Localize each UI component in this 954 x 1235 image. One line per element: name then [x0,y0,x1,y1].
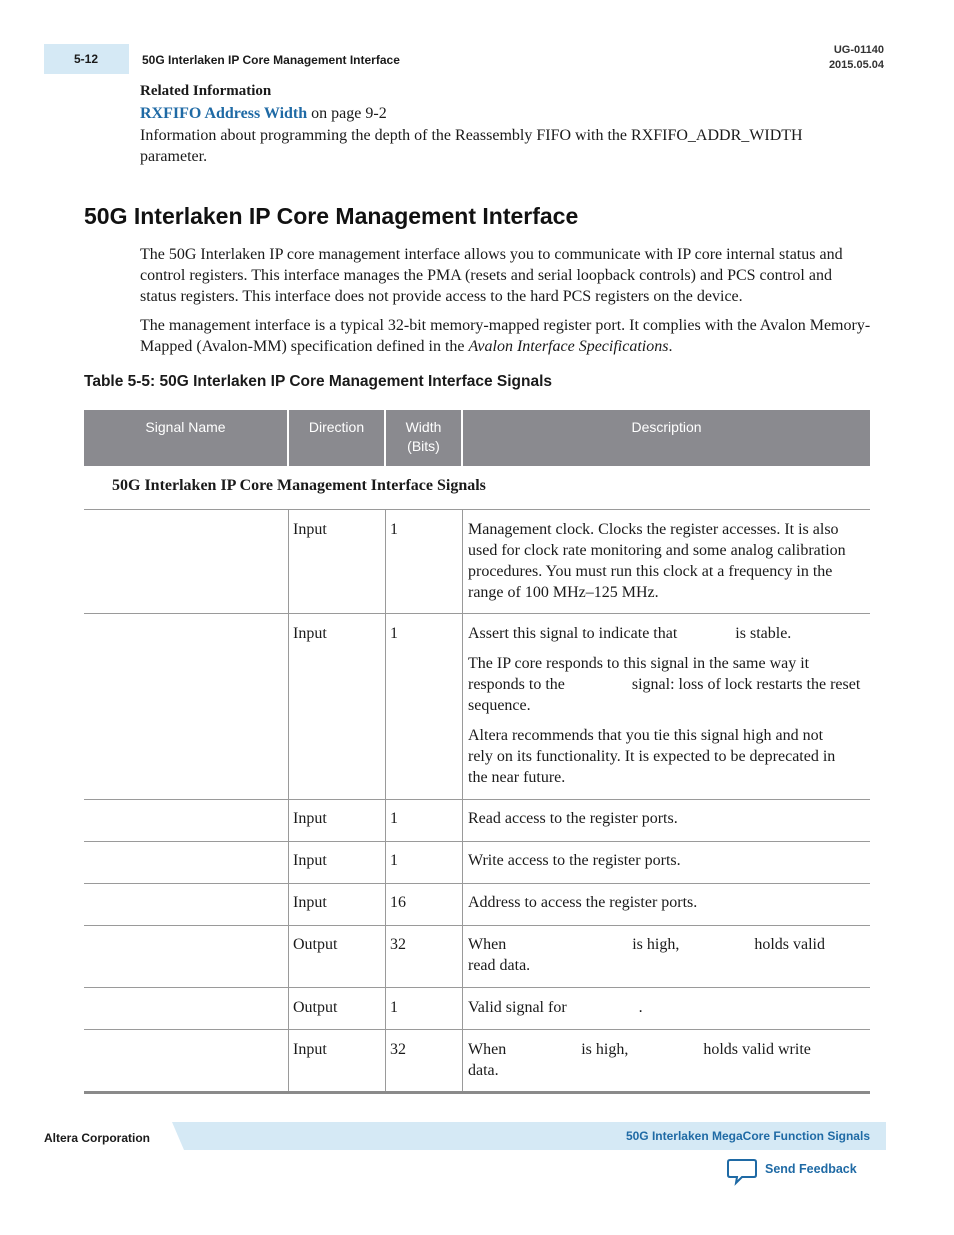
send-feedback-link[interactable]: Send Feedback [765,1162,857,1176]
row-divider [84,883,870,884]
row6-desc-1: When [468,936,507,953]
avalon-paragraph-end: . [668,338,673,355]
row5-width: 16 [390,894,406,911]
row-divider [84,509,870,510]
row2-description-b [468,653,863,716]
footer-company: Altera Corporation [44,1131,151,1145]
avalon-paragraph [140,315,872,357]
avalon-spec-title: Avalon Interface Specifications [468,338,669,355]
row6-width: 32 [390,936,406,953]
row2-description-a [468,623,863,644]
row8-desc-2: is high, [581,1041,629,1058]
col-divider [462,509,463,1094]
row5-direction: Input [293,894,327,911]
doc-date: 2015.05.04 [828,59,884,71]
row6-desc-3: holds valid [754,936,825,953]
row4-description: Write access to the register ports. [468,852,681,869]
running-header-title: 50G Interlaken IP Core Management Interface [142,53,400,67]
page-number: 5-12 [74,52,99,66]
col-header-width-line2: (Bits) [407,438,440,454]
table-bottom-rule [84,1091,870,1094]
col-divider [385,509,386,1094]
row4-direction: Input [293,852,327,869]
related-info-heading: Related Information [140,83,272,99]
row1-width: 1 [390,521,398,538]
row-divider [84,1029,870,1030]
doc-id-block [829,43,884,73]
row2-direction: Input [293,625,327,642]
related-info-description: Information about programming the depth of the Reassembly FIFO with the RXFIFO_ADDR_WIDTH parameter. [140,127,803,165]
row6-desc-4: read data. [468,957,531,974]
avalon-paragraph-text: The management interface is a typical 32-bit memory-mapped register port. It complies with the Avalon Memory-Mapped (Avalon-MM) specification defined in the [140,317,871,355]
doc-id: UG-01140 [833,44,884,56]
row2-width: 1 [390,625,398,642]
row2-desc-a1: Assert this signal to indicate that [468,625,678,642]
row7-desc-2: . [638,999,643,1016]
row7-direction: Output [293,999,338,1016]
row1-direction: Input [293,521,327,538]
row5-description: Address to access the register ports. [468,894,698,911]
footer-section-link[interactable]: 50G Interlaken MegaCore Function Signals [625,1129,870,1143]
row8-description [468,1039,863,1081]
row3-width: 1 [390,810,398,827]
table-caption: Table 5-5: 50G Interlaken IP Core Management Interface Signals [84,373,553,390]
row2-desc-b2: signal: loss of lock restarts the reset sequence. [468,676,861,714]
table-group-label: 50G Interlaken IP Core Management Interface Signals [112,477,486,494]
row4-width: 1 [390,852,398,869]
row3-direction: Input [293,810,327,827]
row7-width: 1 [390,999,398,1016]
row8-desc-3: holds valid write [703,1041,811,1058]
col-header-signal: Signal Name [84,410,287,466]
row6-direction: Output [293,936,338,953]
col-header-description: Description [463,410,870,466]
col-header-width [386,410,461,466]
row2-desc-b1: The IP core responds to this signal in the same way it responds to the [468,655,810,693]
intro-paragraph: The 50G Interlaken IP core management interface allows you to communicate with IP core internal status and control registers. This interface manages the PMA (resets and serial loopback controls) and PCS control and status registers. This interface does not provide access to the hard PCS registers on the device. [140,246,843,305]
row2-description-c: Altera recommends that you tie this signal high and not rely on its functionality. It is expected to be deprecated in the near future. [468,727,836,786]
col-header-width-line1: Width [405,419,442,435]
related-link-suffix: on page 9-2 [307,105,387,122]
row2-desc-a2: is stable. [735,625,792,642]
row7-desc-1: Valid signal for [468,999,567,1016]
row-divider [84,799,870,800]
col-header-direction: Direction [289,410,384,466]
row-divider [84,613,870,614]
row8-width: 32 [390,1041,406,1058]
related-info-line [140,105,387,123]
row-divider [84,841,870,842]
row6-description [468,934,863,976]
feedback-icon[interactable] [727,1158,757,1191]
row1-description: Management clock. Clocks the register accesses. It is also used for clock rate monitoring and some analog calibration procedures. You must run this clock at a frequency in the range of 100 MHz–125 MHz. [468,521,846,601]
row6-desc-2: is high, [632,936,680,953]
row8-desc-1: When [468,1041,507,1058]
row-divider [84,925,870,926]
rxfifo-address-width-link[interactable]: RXFIFO Address Width [140,105,308,122]
row8-direction: Input [293,1041,327,1058]
row3-description: Read access to the register ports. [468,810,678,827]
row7-description [468,997,863,1018]
section-title: 50G Interlaken IP Core Management Interface [84,203,579,229]
col-divider [288,509,289,1094]
row8-desc-4: data. [468,1062,499,1079]
row-divider [84,987,870,988]
